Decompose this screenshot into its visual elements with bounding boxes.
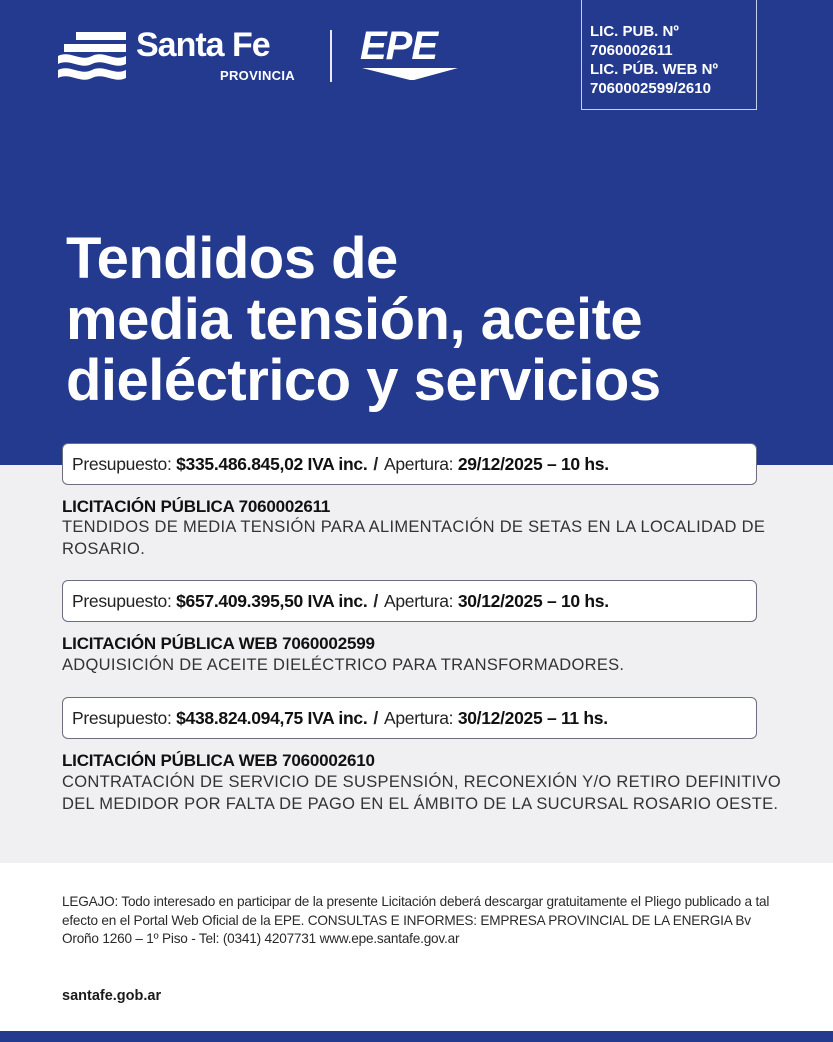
iva-label: IVA inc.	[307, 591, 368, 611]
santa-fe-mark-icon	[58, 30, 128, 82]
tender-description: ADQUISICIÓN DE ACEITE DIELÉCTRICO PARA TRANSFORMADORES.	[62, 656, 625, 674]
lic-line: LIC. PUB. Nº	[590, 23, 679, 40]
lic-line: LIC. PÚB. WEB Nº	[590, 61, 718, 78]
epe-wordmark: EPE	[360, 24, 438, 68]
santa-fe-wordmark: Santa Fe	[136, 26, 270, 64]
budget-pill	[62, 697, 757, 739]
headline-line: Tendidos de	[66, 226, 398, 291]
presupuesto-label: Presupuesto:	[72, 454, 172, 474]
headline	[66, 228, 806, 411]
tender-title: LICITACIÓN PÚBLICA WEB 7060002599	[62, 634, 375, 653]
tender-description: TENDIDOS DE MEDIA TENSIÓN PARA ALIMENTACIÓN DE SETAS EN LA LOCALIDAD DE ROSARIO.	[62, 518, 766, 558]
epe-logo	[358, 24, 468, 84]
epe-arrow-icon	[358, 66, 462, 82]
separator: /	[373, 454, 378, 474]
legajo-text: LEGAJO: Todo interesado en participar de la presente Licitación deberá descargar gratuitamente el Pliego publicado a tal efecto en el Portal Web Oficial de la EPE. CONSULTAS E INFORMES: EMPRESA PROVINCIAL DE LA ENERGIA Bv Oroño 1260 – 1º Piso - Tel: (0341) 4207731 www.epe.santafe.gov.ar	[62, 894, 770, 946]
presupuesto-label: Presupuesto:	[72, 708, 172, 728]
opening-date: 30/12/2025 – 11 hs.	[457, 708, 608, 728]
budget-amount: $438.824.094,75	[176, 708, 303, 728]
budget-pill	[62, 580, 757, 622]
apertura-label: Apertura:	[383, 454, 454, 474]
separator: /	[373, 591, 378, 611]
budget-amount: $335.486.845,02	[176, 454, 303, 474]
license-number-box	[581, 0, 757, 110]
budget-pill	[62, 443, 757, 485]
iva-label: IVA inc.	[307, 708, 368, 728]
apertura-label: Apertura:	[383, 591, 454, 611]
tender-description: CONTRATACIÓN DE SERVICIO DE SUSPENSIÓN, RECONEXIÓN Y/O RETIRO DEFINITIVO DEL MEDIDOR POR FALTA DE PAGO EN EL ÁMBITO DE LA SUCURSAL ROSARIO OESTE.	[62, 773, 781, 813]
apertura-label: Apertura:	[383, 708, 454, 728]
site-link[interactable]: santafe.gob.ar	[62, 988, 162, 1004]
headline-line: media tensión, aceite	[66, 287, 643, 352]
opening-date: 29/12/2025 – 10 hs.	[457, 454, 609, 474]
presupuesto-label: Presupuesto:	[72, 591, 172, 611]
logo-divider	[330, 30, 332, 82]
santa-fe-logo	[58, 26, 308, 86]
separator: /	[373, 708, 378, 728]
bottom-bar	[0, 1031, 833, 1042]
opening-date: 30/12/2025 – 10 hs.	[457, 591, 609, 611]
iva-label: IVA inc.	[307, 454, 368, 474]
tender-title: LICITACIÓN PÚBLICA WEB 7060002610	[62, 751, 375, 770]
lic-line: 7060002611	[590, 42, 673, 59]
tender-title: LICITACIÓN PÚBLICA 7060002611	[62, 497, 331, 516]
lic-line: 7060002599/2610	[590, 80, 711, 97]
budget-amount: $657.409.395,50	[176, 591, 303, 611]
headline-line: dieléctrico y servicios	[66, 348, 661, 413]
provincia-label: PROVINCIA	[220, 68, 295, 83]
